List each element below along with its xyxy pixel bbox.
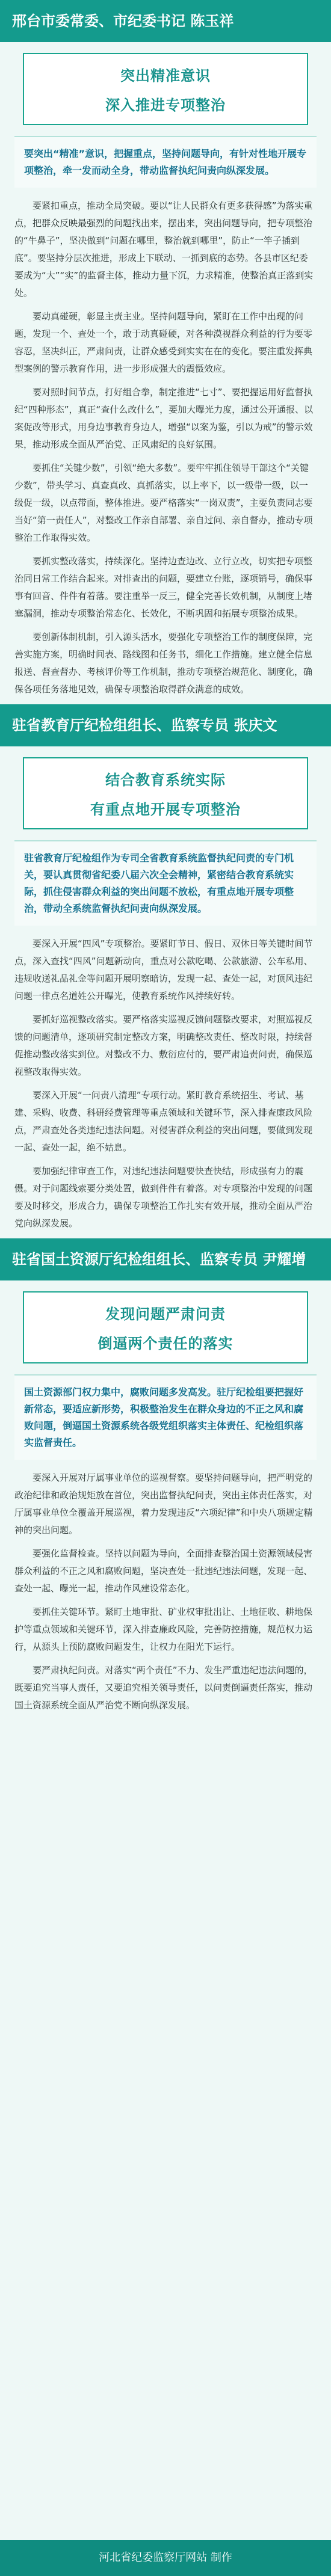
- paragraph: 要抓住“关键少数”，引领“绝大多数”。要牢牢抓住领导干部这个“关键少数”，带头学习、真查真改、真抓落实，以上率下，以一级带一级，以一级促一级，以点带面，整体推进。要严格落实“一岗双责”，主要负责同志要当好“第一责任人”，对整改工作亲自部署、亲自过问、亲自督办，推动专项整治工作取得实效。: [14, 463, 313, 543]
- paragraph: 要加强纪律审查工作，对违纪违法问题要快查快结，形成强有力的震慑。对于问题线索要分类处置，做到件件有着落。对专项整治中发现的问题要及时移交，形成合力，确保专项整治工作扎实有效开展，推动全面从严治党向纵深发展。: [14, 1166, 313, 1229]
- paragraph: 要对照时间节点，打好组合拳，制定推进“七寸”、要把握运用好监督执纪“四种形态”，真正“查什么改什么”，要加大曝光力度，通过公开通报、以案促改等形式，用身边事教育身边人，增强“以案为鉴，引以为戒”的警示效果，推动形成全面从严治党、正风肃纪的良好氛围。: [14, 387, 314, 450]
- paragraph: 要创新体制机制，引入源头活水，要强化专项整治工作的制度保障，完善实施方案，明确时间表、路线图和任务书，细化工作措施。建立健全信息报送、督查督办、考核评价等工作机制，推动专项整治规范化、制度化，确保各项任务落地见效，确保专项整治取得群众满意的成效。: [14, 632, 313, 695]
- section-body: [0, 935, 331, 1232]
- paragraph: 要抓住关键环节。紧盯土地审批、矿业权审批出让、土地征收、耕地保护等重点领域和关键环节，深入排查廉政风险，完善防控措施，规范权力运行，从源头上预防腐败问题发生，让权力在阳光下运行。: [14, 1606, 313, 1652]
- section-lead: 国土资源部门权力集中，腐败问题多发高发。驻厅纪检组要把握好新常态，要适应新形势，积极整治发生在群众身边的不正之风和腐败问题，倒逼国土资源系统各级党组织落实主体责任、纪检组织落实监督责任。: [14, 1374, 317, 1460]
- footer-credit: 河北省纪委监察厅网站 制作: [0, 2540, 331, 2576]
- section-lead: 驻省教育厅纪检组作为专司全省教育系统监督执纪问责的专门机关，要认真贯彻省纪委八届六次全会精神，紧密结合教育系统实际，抓住侵害群众利益的突出问题不放松，有重点地开展专项整治，带动全系统监督执纪问责向纵深发展。: [14, 840, 317, 926]
- section-title-card: [23, 53, 308, 125]
- paragraph: 要深入开展对厅属事业单位的巡视督察。要坚持问题导向，把严明党的政治纪律和政治规矩放在首位，突出监督执纪问责，突出主体责任落实，对厅属事业单位全覆盖开展巡视，着力发现违反“六项纪律”和中央八项规定精神的突出问题。: [14, 1472, 313, 1535]
- paragraph: 要严肃执纪问责。对落实“两个责任”不力、发生严重违纪违法问题的，既要追究当事人责任，又要追究相关领导责任，以问责倒逼责任落实，推动国土资源系统全面从严治党不断向纵深发展。: [14, 1665, 313, 1711]
- section-title-card: [23, 1291, 308, 1363]
- paragraph: 要紧扣重点，推动全局突破。要以“让人民群众有更多获得感”为落实重点，把群众反映最强烈的问题找出来，摆出来，突出问题导向，把专项整治的“牛鼻子”，坚决做到“问题在哪里，整治就到哪里”，防止“一竿子插到底”。要坚持分层次推进，形成上下联动、一抓到底的态势。各县市区纪委要成为“大”“实”的监督主体，推动力量下沉，力求精准，使整治真正落到实处。: [14, 200, 314, 298]
- section-title-line1: 发现问题严肃问责: [105, 1305, 226, 1323]
- section-zhang: [0, 704, 331, 1232]
- section-body: [0, 1469, 331, 1714]
- paragraph: 要深入开展“一问责八清理”专项行动。紧盯教育系统招生、考试、基建、采购、收费、科研经费管理等重点领域和关键环节，深入排查廉政风险点，严肃查处各类违纪违法问题。对侵害群众利益的突出问题，要做到发现一起、查处一起，绝不姑息。: [14, 1090, 313, 1153]
- paragraph: 要抓实整改落实，持续深化。坚持边查边改、立行立改，切实把专项整治同日常工作结合起来。对排查出的问题，要建立台账，逐项销号，确保事事有回音、件件有着落。要注重举一反三，健全完善长效机制，从制度上堵塞漏洞，推动专项整治常态化、长效化，不断巩固和拓展专项整治成果。: [14, 556, 313, 619]
- section-banner: 邢台市委常委、市纪委书记 陈玉祥: [0, 0, 331, 42]
- section-title-line2: 深入推进专项整治: [105, 96, 226, 114]
- section-banner: 驻省国土资源厅纪检组组长、监察专员 尹耀增: [0, 1238, 331, 1280]
- paragraph: 要强化监督检查。坚持以问题为导向，全面排查整治国土资源领域侵害群众利益的不正之风和腐败问题，坚决查处一批违纪违法问题，发现一起、查处一起、曝光一起，推动作风建设常态化。: [14, 1548, 313, 1594]
- section-title-line1: 突出精准意识: [120, 67, 211, 84]
- section-title-line2: 有重点地开展专项整治: [90, 801, 241, 818]
- paragraph: 要抓好巡视整改落实。要严格落实巡视反馈问题整改要求，对照巡视反馈的问题清单，逐项研究制定整改方案，明确整改责任、整改时限，持续督促推动整改落实到位。对整改不力、敷衍应付的，要严肃追责问责，确保巡视整改取得实效。: [14, 1014, 313, 1077]
- paragraph: 要动真碰硬，彰显主责主业。坚持问题导向，紧盯在工作中出现的问题，发现一个、查处一个，敢于动真碰硬，对各种漠视群众利益的行为要零容忍，坚决纠正，严肃问责，让群众感受到实实在在的变化。要注重发挥典型案例的警示教育作用，进一步形成强大的震慑效应。: [14, 311, 313, 374]
- section-title-line2: 倒逼两个责任的落实: [97, 1335, 234, 1352]
- section-yin: [0, 1238, 331, 1714]
- section-banner: 驻省教育厅纪检组组长、监察专员 张庆文: [0, 704, 331, 746]
- section-lead: 要突出“精准”意识，把握重点，坚持问题导向，有针对性地开展专项整治，牵一发而动全身，带动监督执纪问责向纵深发展。: [14, 136, 317, 188]
- section-title-line1: 结合教育系统实际: [105, 771, 226, 788]
- paragraph: 要深入开展“四风”专项整治。要紧盯节日、假日、双休日等关键时间节点，深入查找“四风”问题新动向，重点对公款吃喝、公款旅游、公车私用、违规收送礼品礼金等问题开展明察暗访，发现一起、查处一起，对顶风违纪问题一律点名道姓公开曝光，使教育系统作风持续好转。: [14, 938, 313, 1001]
- section-title-card: [23, 757, 308, 829]
- section-chen: [0, 0, 331, 698]
- section-body: [0, 197, 331, 698]
